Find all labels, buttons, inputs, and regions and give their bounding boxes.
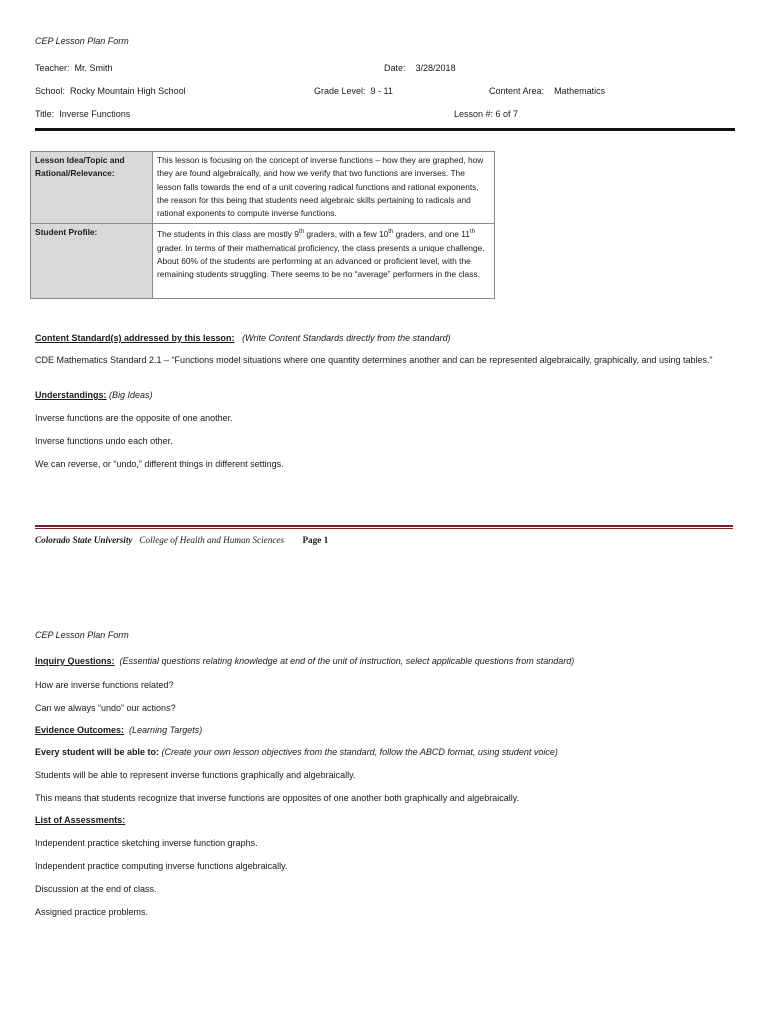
understanding-item: Inverse functions are the opposite of one another. <box>35 413 233 423</box>
teacher-field <box>35 63 113 73</box>
student-profile-text-d: grader. In terms of their mathematical proficiency, the class presents a unique challenge. About 60% of the students are performing at an advanced or proficient level, with the remaining students struggling. There seems to be no “average” performers in the class. <box>157 242 485 280</box>
footer-divider <box>35 525 733 529</box>
ordinal-suffix: th <box>388 229 394 236</box>
assessment-item: Independent practice sketching inverse function graphs. <box>35 838 258 848</box>
grade-field <box>314 86 393 96</box>
student-profile-text-b: graders, with a few 10 <box>304 229 389 240</box>
student-profile-heading: Student Profile: <box>31 224 153 299</box>
every-student-note: (Create your own lesson objectives from the standard, follow the ABCD format, using student voice) <box>161 747 558 757</box>
teacher-label: Teacher: <box>35 63 70 73</box>
inquiry-questions-note: (Essential questions relating knowledge at end of the unit of instruction, select applicable questions from standard) <box>119 656 575 666</box>
school-field <box>35 86 186 96</box>
title-label: Title: <box>35 109 55 119</box>
school-value: Rocky Mountain High School <box>70 86 186 96</box>
student-profile-text-a: The students in this class are mostly 9 <box>157 229 299 240</box>
objective-item: This means that students recognize that inverse functions are opposites of one another both graphically and algebraically. <box>35 793 520 803</box>
content-area-field <box>489 86 605 96</box>
header-divider <box>35 128 735 131</box>
ordinal-suffix: th <box>469 229 475 236</box>
assessment-item: Discussion at the end of class. <box>35 884 157 894</box>
content-area-label: Content Area: <box>489 86 545 96</box>
date-label: Date: <box>384 63 406 73</box>
understandings-heading: Understandings: <box>35 390 107 400</box>
evidence-outcomes-note: (Learning Targets) <box>129 725 203 735</box>
lesson-number-value: 6 of 7 <box>495 109 519 119</box>
understandings-line <box>35 390 153 400</box>
date-value: 3/28/2018 <box>415 63 456 73</box>
inquiry-questions-line <box>35 656 574 666</box>
lesson-info-table <box>30 151 495 299</box>
footer-college: College of Health and Human Sciences <box>139 535 285 545</box>
date-field <box>384 63 456 73</box>
grade-value: 9 - 11 <box>370 86 393 96</box>
title-value: Inverse Functions <box>59 109 131 119</box>
every-student-line <box>35 747 558 757</box>
lesson-idea-text: This lesson is focusing on the concept of inverse functions – how they are graphed, how they are found algebraically, and how we verify that two functions are inverses. The lesson falls towards the end of a unit covering radical functions and rational exponents, the reason for this being that students need algebraic skills pertaining to radicals and rational exponents to compute inverse functions. <box>153 152 495 224</box>
inquiry-item: Can we always “undo” our actions? <box>35 703 176 713</box>
grade-label: Grade Level: <box>314 86 366 96</box>
evidence-outcomes-line <box>35 725 202 735</box>
page-footer <box>35 535 328 545</box>
assessments-heading: List of Assessments: <box>35 815 126 825</box>
form-title-page-2: CEP Lesson Plan Form <box>35 630 129 640</box>
footer-university: Colorado State University <box>35 535 133 545</box>
assessment-item: Assigned practice problems. <box>35 907 149 917</box>
understanding-item: We can reverse, or “undo,” different things in different settings. <box>35 459 284 469</box>
inquiry-questions-heading: Inquiry Questions: <box>35 656 115 666</box>
footer-page-number: Page 1 <box>302 535 329 545</box>
school-label: School: <box>35 86 66 96</box>
content-standards-heading: Content Standard(s) addressed by this lesson: <box>35 333 235 343</box>
content-standards-note: (Write Content Standards directly from the standard) <box>242 333 451 343</box>
inquiry-item: How are inverse functions related? <box>35 680 174 690</box>
table-row <box>31 224 495 299</box>
student-profile-text <box>153 224 495 299</box>
ordinal-suffix: th <box>298 229 304 236</box>
evidence-outcomes-heading: Evidence Outcomes: <box>35 725 125 735</box>
assessment-item: Independent practice computing inverse functions algebraically. <box>35 861 288 871</box>
title-field <box>35 109 130 119</box>
teacher-value: Mr. Smith <box>74 63 113 73</box>
content-area-value: Mathematics <box>554 86 606 96</box>
every-student-label: Every student will be able to: <box>35 747 160 757</box>
objective-item: Students will be able to represent inverse functions graphically and algebraically. <box>35 770 356 780</box>
lesson-number-field <box>454 109 518 119</box>
understandings-note: (Big Ideas) <box>109 390 153 400</box>
student-profile-text-c: graders, and one 11 <box>393 229 470 240</box>
understanding-item: Inverse functions undo each other. <box>35 436 173 446</box>
form-title: CEP Lesson Plan Form <box>35 36 129 46</box>
lesson-idea-heading: Lesson Idea/Topic and Rational/Relevance: <box>31 152 153 224</box>
cde-standard-text: CDE Mathematics Standard 2.1 – “Functions model situations where one quantity determines another and can be represented algebraically, graphically, and using tables.” <box>35 355 713 365</box>
lesson-number-label: Lesson #: <box>454 109 494 119</box>
table-row <box>31 152 495 224</box>
content-standards-line <box>35 333 451 343</box>
